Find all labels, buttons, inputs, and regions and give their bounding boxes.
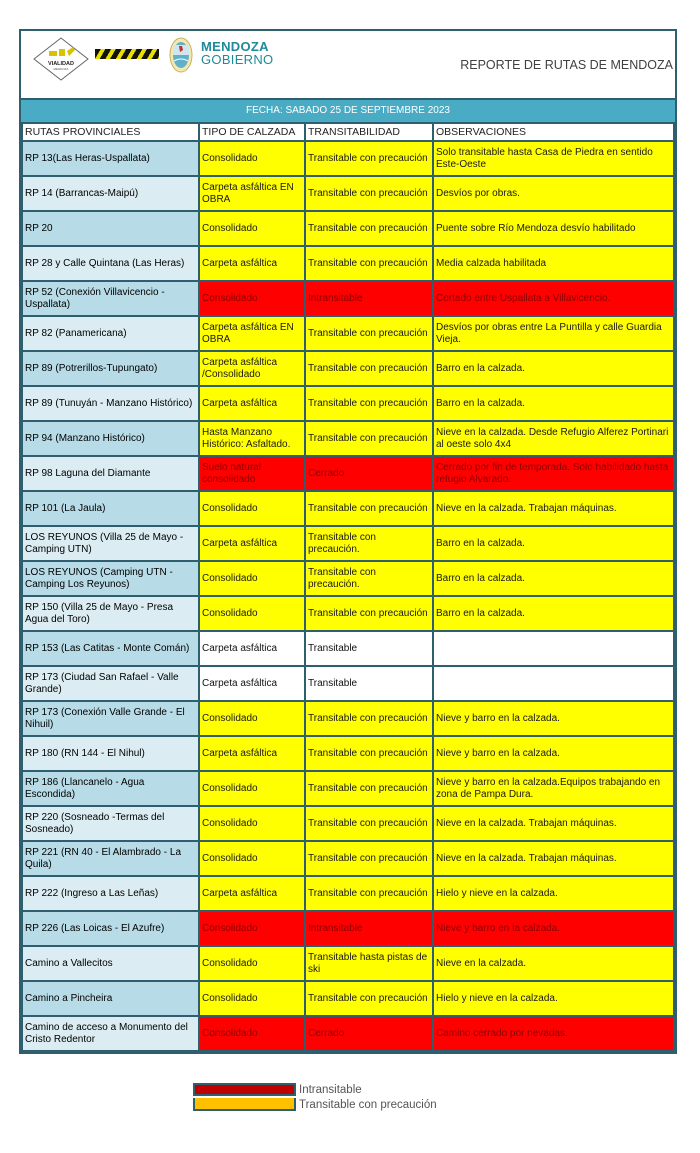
table-row — [22, 596, 674, 631]
mendoza-shield-icon — [169, 37, 193, 73]
observations-cell: Nieve y barro en la calzada.Equipos trabajando en zona de Pampa Dura. — [433, 771, 674, 806]
transitability-cell: Transitable con precaución — [305, 841, 433, 876]
status-legend — [193, 1082, 437, 1112]
table-row — [22, 386, 674, 421]
report-date-bar: FECHA: SABADO 25 DE SEPTIEMBRE 2023 — [21, 98, 675, 124]
table-row — [22, 561, 674, 596]
observations-cell: Barro en la calzada. — [433, 386, 674, 421]
table-row — [22, 631, 674, 666]
route-name-cell: Camino a Vallecitos — [22, 946, 199, 981]
table-row — [22, 456, 674, 491]
surface-type-cell: Consolidado — [199, 946, 305, 981]
transitability-cell: Transitable con precaución — [305, 806, 433, 841]
transitability-cell: Transitable con precaución — [305, 701, 433, 736]
table-row — [22, 211, 674, 246]
surface-type-cell: Suelo natural consolidado — [199, 456, 305, 491]
transitability-cell: Transitable con precaución — [305, 981, 433, 1016]
legend-item-intransitable — [193, 1082, 437, 1097]
table-row — [22, 176, 674, 211]
route-name-cell: RP 82 (Panamericana) — [22, 316, 199, 351]
hazard-stripes-decoration — [95, 49, 159, 59]
surface-type-cell: Carpeta asfáltica — [199, 631, 305, 666]
observations-cell: Cortado entre Uspallata a Villavicencio. — [433, 281, 674, 316]
transitability-cell: Intransitable — [305, 911, 433, 946]
route-name-cell: Camino a Pincheira — [22, 981, 199, 1016]
vialidad-logo-text: VIALIDAD — [48, 61, 74, 67]
surface-type-cell: Carpeta asfáltica — [199, 736, 305, 771]
table-row — [22, 701, 674, 736]
table-row — [22, 141, 674, 176]
transitability-cell: Cerrado — [305, 1016, 433, 1051]
table-row — [22, 666, 674, 701]
observations-cell: Desvíos por obras. — [433, 176, 674, 211]
surface-type-cell: Carpeta asfáltica — [199, 526, 305, 561]
column-header-transitabilidad: TRANSITABILIDAD — [305, 124, 433, 141]
table-header-row — [22, 124, 674, 141]
route-name-cell: RP 173 (Conexión Valle Grande - El Nihuil) — [22, 701, 199, 736]
route-name-cell: RP 180 (RN 144 - El Nihul) — [22, 736, 199, 771]
observations-cell: Hielo y nieve en la calzada. — [433, 981, 674, 1016]
surface-type-cell: Carpeta asfáltica EN OBRA — [199, 316, 305, 351]
surface-type-cell: Carpeta asfáltica — [199, 386, 305, 421]
observations-cell: Desvíos por obras entre La Puntilla y calle Guardia Vieja. — [433, 316, 674, 351]
surface-type-cell: Consolidado — [199, 701, 305, 736]
route-name-cell: RP 186 (Llancanelo - Agua Escondida) — [22, 771, 199, 806]
observations-cell: Nieve en la calzada. Trabajan máquinas. — [433, 806, 674, 841]
transitability-cell: Transitable con precaución. — [305, 526, 433, 561]
report-title: REPORTE DE RUTAS DE MENDOZA — [460, 58, 673, 72]
route-name-cell: LOS REYUNOS (Villa 25 de Mayo - Camping UTN) — [22, 526, 199, 561]
vialidad-logo-icon — [33, 37, 89, 81]
route-name-cell: RP 222 (Ingreso a Las Leñas) — [22, 876, 199, 911]
surface-type-cell: Consolidado — [199, 981, 305, 1016]
table-row — [22, 736, 674, 771]
observations-cell: Barro en la calzada. — [433, 526, 674, 561]
table-row — [22, 911, 674, 946]
transitability-cell: Transitable con precaución — [305, 421, 433, 456]
table-row — [22, 491, 674, 526]
table-row — [22, 946, 674, 981]
surface-type-cell: Consolidado — [199, 491, 305, 526]
table-row — [22, 246, 674, 281]
legend-item-precaucion — [193, 1097, 437, 1112]
table-row — [22, 351, 674, 386]
surface-type-cell: Consolidado — [199, 596, 305, 631]
report-header — [21, 31, 675, 98]
surface-type-cell: Consolidado — [199, 141, 305, 176]
route-name-cell: RP 13(Las Heras-Uspallata) — [22, 141, 199, 176]
surface-type-cell: Consolidado — [199, 211, 305, 246]
table-row — [22, 281, 674, 316]
government-title: MENDOZA — [201, 39, 269, 54]
government-subtitle: GOBIERNO — [201, 52, 274, 67]
observations-cell: Barro en la calzada. — [433, 596, 674, 631]
observations-cell: Nieve y barro en la calzada. — [433, 701, 674, 736]
observations-cell: Hielo y nieve en la calzada. — [433, 876, 674, 911]
observations-cell: Nieve en la calzada. Trabajan máquinas. — [433, 841, 674, 876]
table-row — [22, 771, 674, 806]
surface-type-cell: Consolidado — [199, 806, 305, 841]
observations-cell: Media calzada habilitada — [433, 246, 674, 281]
table-row — [22, 981, 674, 1016]
road-report-sheet — [19, 29, 677, 1054]
surface-type-cell: Carpeta asfáltica — [199, 666, 305, 701]
column-header-calzada: TIPO DE CALZADA — [199, 124, 305, 141]
transitability-cell: Transitable con precaución. — [305, 561, 433, 596]
legend-swatch-intransitable — [193, 1083, 296, 1096]
surface-type-cell: Consolidado — [199, 911, 305, 946]
route-name-cell: RP 150 (Villa 25 de Mayo - Presa Agua del Toro) — [22, 596, 199, 631]
surface-type-cell: Consolidado — [199, 281, 305, 316]
table-row — [22, 526, 674, 561]
table-row — [22, 1016, 674, 1051]
transitability-cell: Transitable con precaución — [305, 386, 433, 421]
transitability-cell: Transitable con precaución — [305, 596, 433, 631]
observations-cell: Nieve y barro en la calzada. — [433, 911, 674, 946]
table-row — [22, 806, 674, 841]
observations-cell: Camino cerrado por nevadas. — [433, 1016, 674, 1051]
transitability-cell: Transitable con precaución — [305, 246, 433, 281]
observations-cell: Solo transitable hasta Casa de Piedra en sentido Este-Oeste — [433, 141, 674, 176]
transitability-cell: Transitable con precaución — [305, 211, 433, 246]
observations-cell — [433, 631, 674, 666]
route-name-cell: Camino de acceso a Monumento del Cristo Redentor — [22, 1016, 199, 1051]
observations-cell: Nieve en la calzada. Desde Refugio Alferez Portinari al oeste solo 4x4 — [433, 421, 674, 456]
route-name-cell: RP 52 (Conexión Villavicencio - Uspallata) — [22, 281, 199, 316]
surface-type-cell: Carpeta asfáltica /Consolidado — [199, 351, 305, 386]
route-name-cell: RP 98 Laguna del Diamante — [22, 456, 199, 491]
route-name-cell: RP 20 — [22, 211, 199, 246]
column-header-rutas: RUTAS PROVINCIALES — [22, 124, 199, 141]
transitability-cell: Intransitable — [305, 281, 433, 316]
transitability-cell: Transitable con precaución — [305, 491, 433, 526]
observations-cell: Barro en la calzada. — [433, 351, 674, 386]
route-name-cell: RP 14 (Barrancas-Maipú) — [22, 176, 199, 211]
transitability-cell: Transitable con precaución — [305, 176, 433, 211]
surface-type-cell: Hasta Manzano Histórico: Asfaltado. — [199, 421, 305, 456]
observations-cell: Puente sobre Río Mendoza desvío habilitado — [433, 211, 674, 246]
transitability-cell: Transitable con precaución — [305, 876, 433, 911]
transitability-cell: Transitable — [305, 631, 433, 666]
table-row — [22, 421, 674, 456]
route-name-cell: RP 173 (Ciudad San Rafael - Valle Grande) — [22, 666, 199, 701]
route-name-cell: RP 89 (Potrerillos-Tupungato) — [22, 351, 199, 386]
surface-type-cell: Consolidado — [199, 771, 305, 806]
transitability-cell: Transitable con precaución — [305, 736, 433, 771]
surface-type-cell: Carpeta asfáltica EN OBRA — [199, 176, 305, 211]
observations-cell: Nieve en la calzada. Trabajan máquinas. — [433, 491, 674, 526]
legend-swatch-precaucion — [193, 1098, 296, 1111]
observations-cell — [433, 666, 674, 701]
observations-cell: Nieve y barro en la calzada. — [433, 736, 674, 771]
route-name-cell: RP 94 (Manzano Histórico) — [22, 421, 199, 456]
route-name-cell: RP 101 (La Jaula) — [22, 491, 199, 526]
transitability-cell: Transitable con precaución — [305, 316, 433, 351]
transitability-cell: Transitable hasta pistas de ski — [305, 946, 433, 981]
table-row — [22, 841, 674, 876]
transitability-cell: Transitable con precaución — [305, 141, 433, 176]
observations-cell: Barro en la calzada. — [433, 561, 674, 596]
route-name-cell: LOS REYUNOS (Camping UTN - Camping Los Reyunos) — [22, 561, 199, 596]
observations-cell: Nieve en la calzada. — [433, 946, 674, 981]
surface-type-cell: Carpeta asfáltica — [199, 876, 305, 911]
surface-type-cell: Carpeta asfáltica — [199, 246, 305, 281]
routes-table-body — [22, 141, 674, 1051]
table-row — [22, 316, 674, 351]
surface-type-cell: Consolidado — [199, 561, 305, 596]
surface-type-cell: Consolidado — [199, 841, 305, 876]
route-name-cell: RP 28 y Calle Quintana (Las Heras) — [22, 246, 199, 281]
surface-type-cell: Consolidado — [199, 1016, 305, 1051]
transitability-cell: Transitable — [305, 666, 433, 701]
transitability-cell: Cerrado — [305, 456, 433, 491]
routes-table — [21, 124, 675, 1052]
route-name-cell: RP 226 (Las Loicas - El Azufre) — [22, 911, 199, 946]
route-name-cell: RP 221 (RN 40 - El Alambrado - La Quila) — [22, 841, 199, 876]
legend-label-precaucion: Transitable con precaución — [299, 1098, 437, 1111]
route-name-cell: RP 220 (Sosneado -Termas del Sosneado) — [22, 806, 199, 841]
column-header-observaciones: OBSERVACIONES — [433, 124, 674, 141]
observations-cell: Cerrado por fin de temporada. Solo habilidado hasta refugio Alvarado. — [433, 456, 674, 491]
table-row — [22, 876, 674, 911]
route-name-cell: RP 89 (Tunuyán - Manzano Histórico) — [22, 386, 199, 421]
route-name-cell: RP 153 (Las Catitas - Monte Comán) — [22, 631, 199, 666]
transitability-cell: Transitable con precaución — [305, 351, 433, 386]
vialidad-logo-subtext: MENDOZA — [53, 67, 69, 71]
transitability-cell: Transitable con precaución — [305, 771, 433, 806]
legend-label-intransitable: Intransitable — [299, 1083, 362, 1096]
